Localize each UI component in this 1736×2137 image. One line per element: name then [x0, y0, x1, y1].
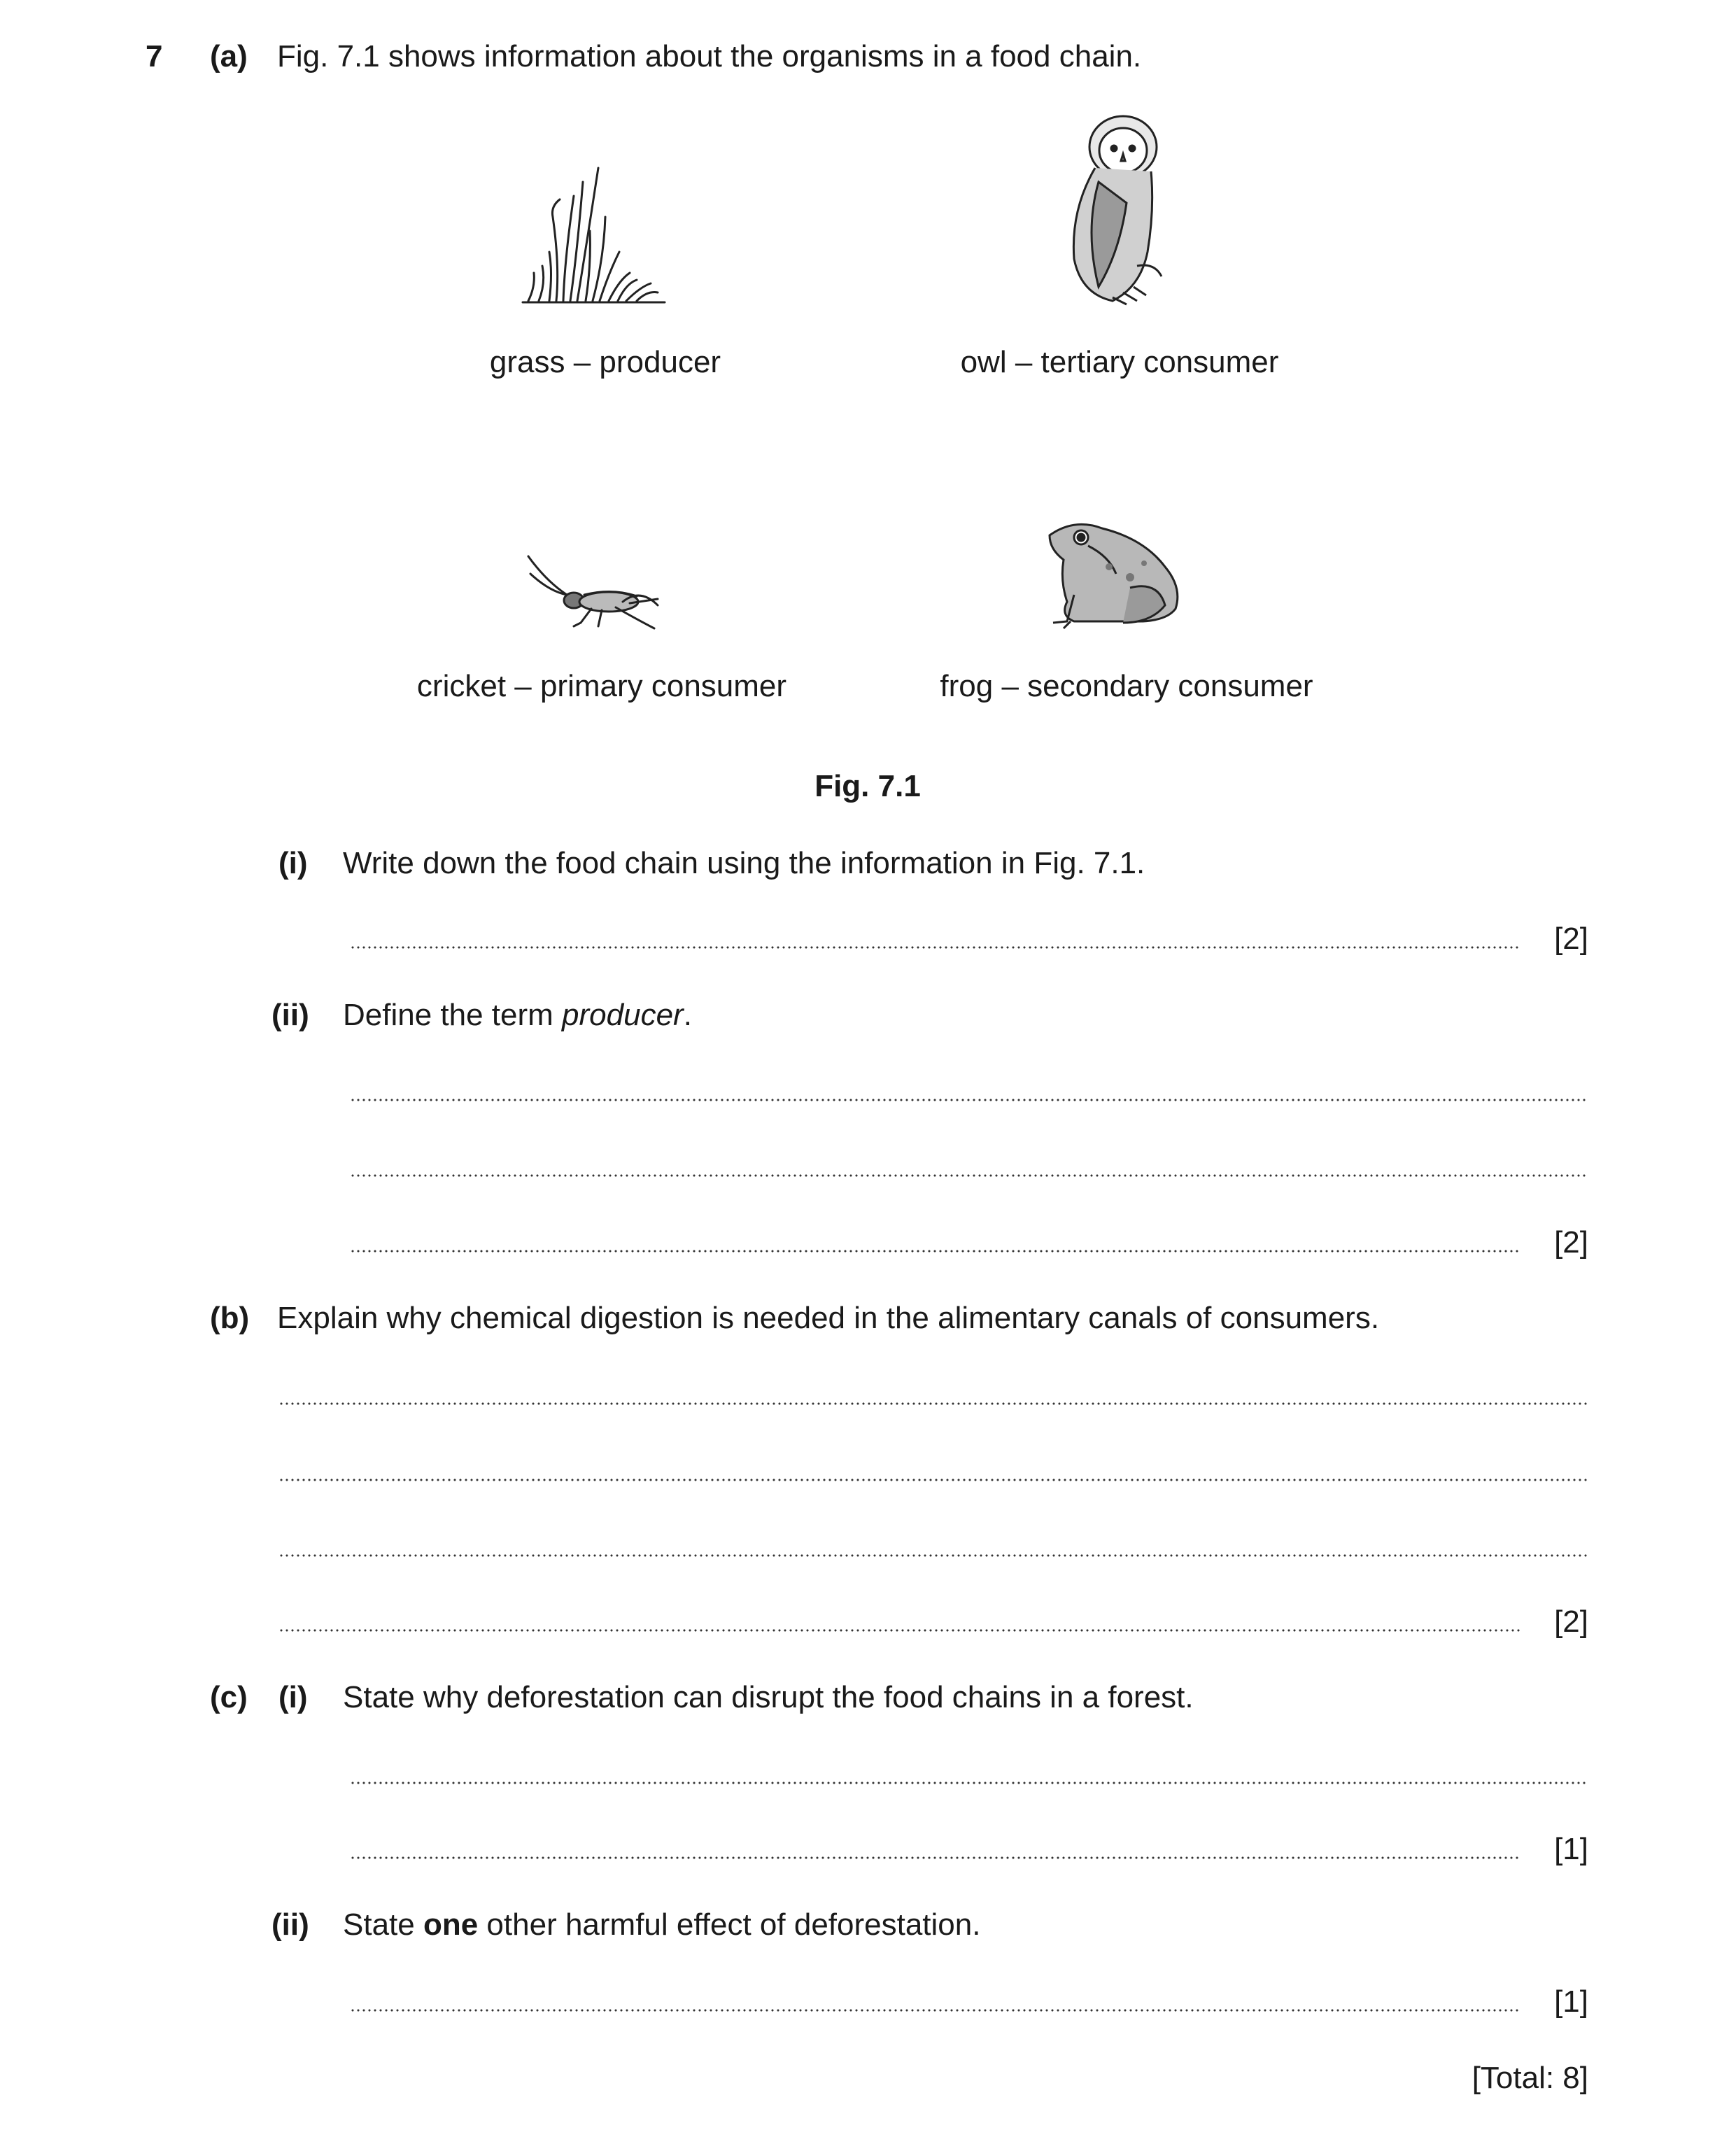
cricket-label: cricket – primary consumer — [416, 669, 787, 703]
part-a-i-label: (i) — [278, 846, 308, 880]
answer-line-a-i[interactable] — [350, 921, 1588, 957]
part-a-label: (a) — [210, 39, 248, 73]
total-marks: [Total: 8] — [1472, 2061, 1588, 2095]
mark-c-i: [1] — [1554, 1832, 1588, 1866]
answer-line-c-i-2[interactable] — [350, 1831, 1588, 1868]
part-a-ii-text-before: Define the term — [343, 998, 563, 1032]
owl-label: owl – tertiary consumer — [960, 345, 1279, 379]
frog-label: frog – secondary consumer — [940, 669, 1313, 703]
term-producer: producer — [562, 998, 684, 1032]
answer-line-a-ii-2[interactable] — [350, 1149, 1588, 1185]
grass-label: grass – producer — [489, 345, 721, 379]
mark-b: [2] — [1554, 1604, 1588, 1639]
answer-line-b-2[interactable] — [278, 1453, 1588, 1490]
emphasis-one: one — [423, 1907, 479, 1942]
part-b-label: (b) — [210, 1301, 250, 1335]
part-a-ii-question — [343, 997, 692, 1034]
mark-a-ii: [2] — [1554, 1225, 1588, 1260]
question-number: 7 — [146, 39, 163, 73]
mark-c-ii: [1] — [1554, 1984, 1588, 2019]
answer-line-b-4[interactable] — [278, 1604, 1588, 1640]
part-a-ii-label: (ii) — [271, 998, 309, 1032]
part-c-ii-text-after: other harmful effect of deforestation. — [478, 1907, 981, 1942]
answer-line-b-1[interactable] — [278, 1377, 1588, 1413]
answer-line-c-ii[interactable] — [350, 1984, 1588, 2020]
figure-caption: Fig. 7.1 — [814, 769, 921, 803]
part-a-i-question: Write down the food chain using the information in Fig. 7.1. — [343, 846, 1145, 880]
part-c-ii-label: (ii) — [271, 1907, 309, 1942]
part-a-ii-text-after: . — [683, 998, 692, 1032]
part-c-ii-text-before: State — [343, 1907, 423, 1942]
answer-line-b-3[interactable] — [278, 1529, 1588, 1565]
mark-a-i: [2] — [1554, 922, 1588, 956]
grass-icon — [521, 168, 668, 308]
frog-icon — [1046, 518, 1186, 630]
answer-line-a-ii-3[interactable] — [350, 1225, 1588, 1261]
part-a-intro: Fig. 7.1 shows information about the organisms in a food chain. — [277, 39, 1142, 73]
owl-icon — [1057, 112, 1176, 304]
answer-line-c-i-1[interactable] — [350, 1756, 1588, 1793]
cricket-icon — [525, 553, 661, 633]
part-c-label: (c) — [210, 1680, 248, 1714]
part-c-i-question: State why deforestation can disrupt the food chains in a forest. — [343, 1680, 1194, 1714]
answer-line-a-ii-1[interactable] — [350, 1073, 1588, 1110]
part-b-question: Explain why chemical digestion is needed in the alimentary canals of consumers. — [277, 1301, 1380, 1335]
part-c-i-label: (i) — [278, 1680, 308, 1714]
part-c-ii-question — [343, 1907, 980, 1943]
